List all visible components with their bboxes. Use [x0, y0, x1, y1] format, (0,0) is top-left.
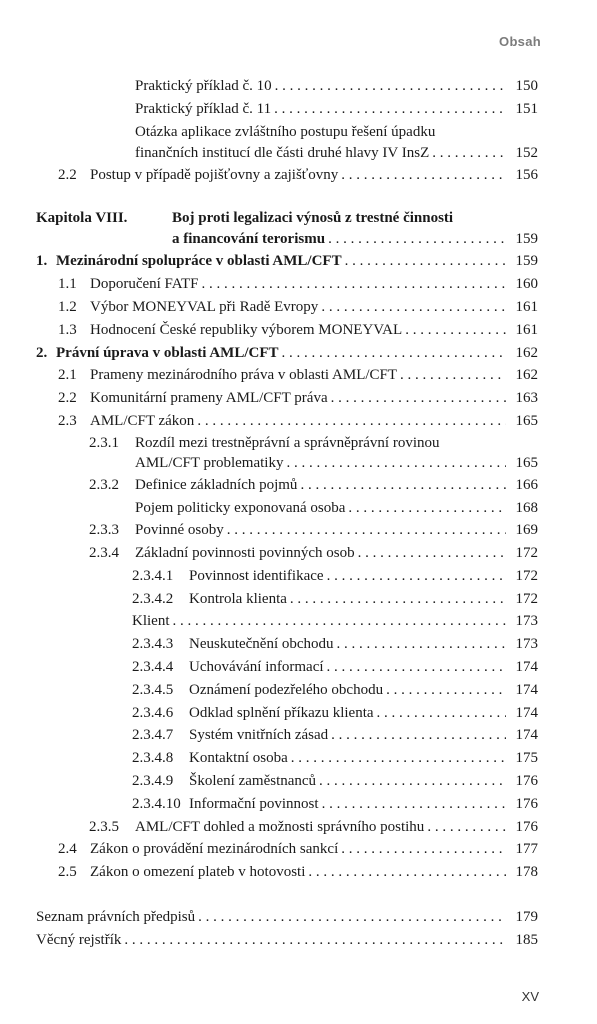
- leader-dots: [337, 635, 506, 653]
- toc-entry-page: 162: [515, 345, 538, 361]
- toc-entry-title: Kontrola klienta: [189, 591, 287, 607]
- toc-entry[interactable]: [0, 521, 597, 539]
- toc-entry[interactable]: [0, 681, 597, 699]
- toc-entry[interactable]: [0, 818, 597, 836]
- toc-entry[interactable]: [0, 230, 597, 248]
- toc-entry[interactable]: [0, 795, 597, 813]
- toc-entry-number: 2.3.4.3: [132, 636, 174, 652]
- leader-dots: [173, 612, 507, 630]
- toc-entry[interactable]: [0, 908, 597, 926]
- toc-entry-number: 2.3.4: [89, 545, 119, 561]
- toc-entry[interactable]: [0, 412, 597, 430]
- toc-entry-number: 2.3.4.1: [132, 568, 174, 584]
- toc-entry-page: 173: [515, 636, 538, 652]
- leader-dots: [198, 908, 506, 926]
- toc-entry-page: 159: [515, 231, 538, 247]
- toc-entry-page: 169: [515, 522, 538, 538]
- leader-dots: [201, 275, 506, 293]
- toc-entry-page: 178: [515, 864, 538, 880]
- toc-entry-page: 174: [515, 682, 538, 698]
- toc-entry-page: 168: [515, 500, 538, 516]
- toc-entry-page: 179: [515, 909, 538, 925]
- leader-dots: [432, 144, 506, 162]
- toc-entry-number: 2.3.4.7: [132, 727, 174, 743]
- toc-entry[interactable]: [0, 454, 597, 472]
- toc-entry-title: Právní úprava v oblasti AML/CFT: [56, 345, 279, 361]
- toc-entry-page: 172: [515, 545, 538, 561]
- toc-entry-page: 185: [515, 932, 538, 948]
- leader-dots: [331, 389, 506, 407]
- toc-entry[interactable]: [0, 544, 597, 562]
- leader-dots: [197, 412, 506, 430]
- toc-entry[interactable]: [0, 658, 597, 676]
- toc-entry[interactable]: [0, 389, 597, 407]
- toc-entry-title: Prameny mezinárodního práva v oblasti AML/CFT: [90, 367, 398, 383]
- toc-entry-page: 172: [515, 568, 538, 584]
- leader-dots: [358, 544, 506, 562]
- toc-entry-title: Komunitární prameny AML/CFT práva: [90, 390, 328, 406]
- toc-entry-page: 174: [515, 705, 538, 721]
- leader-dots: [282, 344, 506, 362]
- toc-entry-title: a financování terorismu: [172, 231, 326, 247]
- toc-entry-page: 152: [515, 145, 538, 161]
- toc-entry-page: 172: [515, 591, 538, 607]
- toc-entry-number: 2.3.1: [89, 435, 119, 451]
- toc-entry-number: 2.3.4.6: [132, 705, 174, 721]
- toc-entry-title: Postup v případě pojišťovny a zajišťovny: [90, 167, 339, 183]
- leader-dots: [348, 499, 506, 517]
- toc-entry-title: Oznámení podezřelého obchodu: [189, 682, 384, 698]
- toc-entry-title: Zákon o provádění mezinárodních sankcí: [90, 841, 339, 857]
- toc-entry[interactable]: [0, 567, 597, 585]
- toc-entry-title-line1: Otázka aplikace zvláštního postupu řešení úpadku: [135, 124, 436, 140]
- toc-entry-title: Kontaktní osoba: [189, 750, 288, 766]
- toc-entry-number: 2.3.4.4: [132, 659, 174, 675]
- toc-entry-number: 2.3.4.5: [132, 682, 174, 698]
- leader-dots: [286, 454, 506, 472]
- toc-entry-title: Praktický příklad č. 11: [135, 101, 272, 117]
- leader-dots: [124, 931, 506, 949]
- toc-entry[interactable]: [0, 366, 597, 384]
- toc-entry-page: 176: [515, 773, 538, 789]
- leader-dots: [290, 590, 506, 608]
- toc-entry[interactable]: [0, 252, 597, 270]
- toc-entry-page: 166: [515, 477, 538, 493]
- toc-entry[interactable]: [0, 840, 597, 858]
- toc-entry-page: 151: [515, 101, 538, 117]
- toc-entry-title: AML/CFT dohled a možnosti správního postihu: [135, 819, 425, 835]
- toc-entry[interactable]: [0, 344, 597, 362]
- toc-entry-number: 2.4: [58, 841, 77, 857]
- toc-entry-title: Neuskutečnění obchodu: [189, 636, 334, 652]
- toc-entry-page: 159: [515, 253, 538, 269]
- toc-entry-number: 1.3: [58, 322, 77, 338]
- toc-entry-title: Odklad splnění příkazu klienta: [189, 705, 374, 721]
- leader-dots: [327, 567, 506, 585]
- toc-entry-title: finančních institucí dle části druhé hlavy IV InsZ: [135, 145, 430, 161]
- toc-entry[interactable]: [0, 275, 597, 293]
- toc-entry-page: 173: [515, 613, 538, 629]
- toc-entry-title: Hodnocení České republiky výborem MONEYVAL: [90, 322, 403, 338]
- toc-entry-page: 175: [515, 750, 538, 766]
- toc-entry-number: 2.2: [58, 167, 77, 183]
- toc-entry-title: Povinné osoby: [135, 522, 224, 538]
- toc-entry-title: Základní povinnosti povinných osob: [135, 545, 355, 561]
- toc-entry[interactable]: [0, 476, 597, 494]
- leader-dots: [300, 476, 506, 494]
- toc-entry-number: 2.2: [58, 390, 77, 406]
- toc-entry[interactable]: [0, 772, 597, 790]
- leader-dots: [400, 366, 506, 384]
- leader-dots: [386, 681, 506, 699]
- toc-entry-page: 165: [515, 413, 538, 429]
- toc-entry-title: Pojem politicky exponovaná osoba: [135, 500, 346, 516]
- toc-entry-number: 2.3.4.8: [132, 750, 174, 766]
- toc-entry-number: 1.: [36, 253, 48, 269]
- toc-entry-number: 2.3.4.9: [132, 773, 174, 789]
- toc-entry-title: Výbor MONEYVAL při Radě Evropy: [90, 299, 319, 315]
- toc-entry-page: 161: [515, 322, 538, 338]
- toc-entry-page: 176: [515, 796, 538, 812]
- toc-entry[interactable]: [0, 863, 597, 881]
- leader-dots: [227, 521, 506, 539]
- toc-entry[interactable]: [0, 321, 597, 339]
- toc-entry[interactable]: [0, 298, 597, 316]
- toc-entry[interactable]: [0, 612, 597, 630]
- toc-entry-page: 156: [515, 167, 538, 183]
- leader-dots: [274, 100, 506, 118]
- toc-entry-page: 162: [515, 367, 538, 383]
- toc-entry-number: 2.3.3: [89, 522, 119, 538]
- toc-entry[interactable]: [0, 144, 597, 162]
- toc-entry-title: AML/CFT problematiky: [135, 455, 284, 471]
- toc-entry-title: Seznam právních předpisů: [36, 909, 196, 925]
- toc-entry-title: Školení zaměstnanců: [189, 773, 317, 789]
- toc-entry[interactable]: [0, 635, 597, 653]
- toc-entry-title: Definice základních pojmů: [135, 477, 298, 493]
- leader-dots: [327, 658, 506, 676]
- toc-entry-title: Informační povinnost: [189, 796, 319, 812]
- toc-entry-number: 2.3.2: [89, 477, 119, 493]
- toc-entry-title: Systém vnitřních zásad: [189, 727, 329, 743]
- toc-entry[interactable]: [0, 77, 597, 95]
- toc-entry-page: 165: [515, 455, 538, 471]
- leader-dots: [328, 230, 506, 248]
- toc-entry-title: Věcný rejstřík: [36, 932, 122, 948]
- toc-entry-title-line1: Rozdíl mezi trestněprávní a správněprávní rovinou: [135, 435, 440, 451]
- toc-entry-page: 177: [515, 841, 538, 857]
- toc-entry[interactable]: [0, 499, 597, 517]
- toc-entry-title: Povinnost identifikace: [189, 568, 324, 584]
- toc-entry-number: 2.3.4.2: [132, 591, 174, 607]
- toc-entry[interactable]: [0, 590, 597, 608]
- toc-entry-number: 2.: [36, 345, 48, 361]
- toc-entry-number: 1.1: [58, 276, 77, 292]
- leader-dots: [427, 818, 506, 836]
- toc-entry-title: Klient: [132, 613, 170, 629]
- leader-dots: [275, 77, 506, 95]
- toc-entry[interactable]: [0, 100, 597, 118]
- toc-entry-page: 163: [515, 390, 538, 406]
- leader-dots: [319, 772, 506, 790]
- leader-dots: [321, 298, 506, 316]
- toc-entry-title: Mezinárodní spolupráce v oblasti AML/CFT: [56, 253, 342, 269]
- toc-entry-page: 161: [515, 299, 538, 315]
- toc-entry-number: 2.1: [58, 367, 77, 383]
- toc-entry-page: 174: [515, 659, 538, 675]
- leader-dots: [405, 321, 506, 339]
- leader-dots: [308, 863, 506, 881]
- leader-dots: [341, 840, 506, 858]
- toc-entry-number: 2.3: [58, 413, 77, 429]
- toc-entry-number: 2.5: [58, 864, 77, 880]
- toc-entry-title: Uchovávání informací: [189, 659, 324, 675]
- toc-entry[interactable]: [0, 749, 597, 767]
- leader-dots: [377, 704, 506, 722]
- page-number: XV: [521, 989, 539, 1004]
- leader-dots: [331, 726, 506, 744]
- toc-entry-number: 1.2: [58, 299, 77, 315]
- leader-dots: [291, 749, 506, 767]
- toc-entry-number: 2.3.5: [89, 819, 119, 835]
- leader-dots: [341, 166, 506, 184]
- toc-entry-title: AML/CFT zákon: [90, 413, 195, 429]
- toc-entry-page: 174: [515, 727, 538, 743]
- running-header: Obsah: [499, 34, 541, 49]
- toc-entry-page: 150: [515, 78, 538, 94]
- leader-dots: [322, 795, 506, 813]
- toc-entry-title: Doporučení FATF: [90, 276, 199, 292]
- chapter-title-line1: Boj proti legalizaci výnosů z trestné činnosti: [172, 210, 454, 226]
- toc-entry-title: Zákon o omezení plateb v hotovosti: [90, 864, 306, 880]
- toc-entry[interactable]: [0, 166, 597, 184]
- toc-entry-page: 176: [515, 819, 538, 835]
- toc-entry-page: 160: [515, 276, 538, 292]
- leader-dots: [345, 252, 506, 270]
- chapter-label: Kapitola VIII.: [36, 210, 128, 226]
- toc-entry[interactable]: [0, 704, 597, 722]
- toc-entry[interactable]: [0, 726, 597, 744]
- toc-entry-number: 2.3.4.10: [132, 796, 181, 812]
- toc-entry[interactable]: [0, 931, 597, 949]
- toc-entry-title: Praktický příklad č. 10: [135, 78, 272, 94]
